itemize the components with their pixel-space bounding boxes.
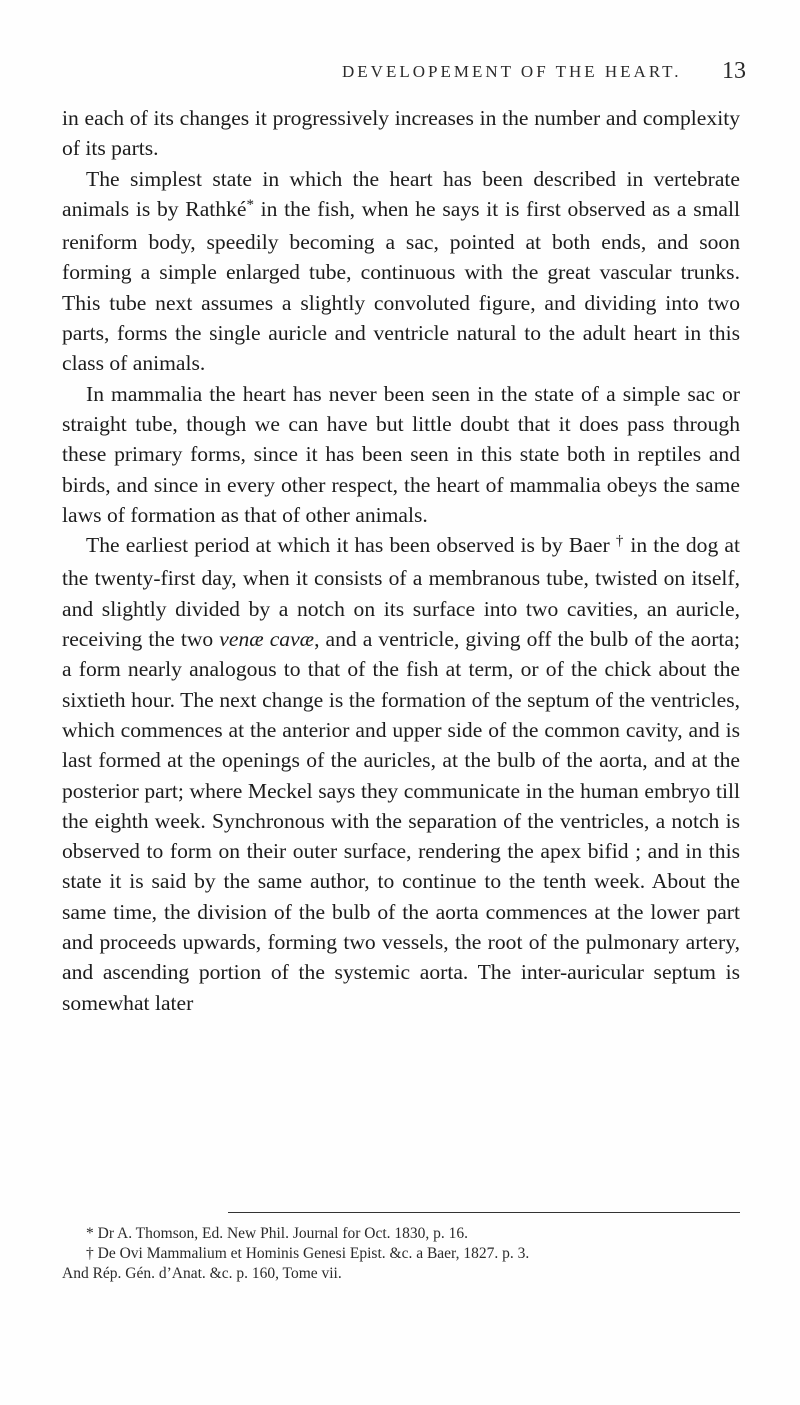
footnotes [62,1224,740,1284]
paragraph-4-text-a: The earliest period at which it has been observed is by Baer [86,533,610,558]
italic-term: venæ cavæ [219,627,315,652]
footnote-ref-dagger: † [615,533,625,550]
paragraph-2 [62,164,740,379]
paragraph-2-text-b: in the fish, when he says it is first observed as a small reniform body, speedily becoming a sac, pointed at both ends, and soon forming a simple enlarged tube, continuous with the great vascular trunks. This tube next assumes a slightly convoluted figure, and dividing into two parts, forms the single auricle and ventricle natural to the adult heart in this class of animals. [62,196,740,376]
footnote-rule [228,1212,740,1213]
running-title: DEVELOPEMENT OF THE HEART. [342,62,682,81]
paragraph-1 [62,103,740,164]
paragraph-3-text: In mammalia the heart has never been seen in the state of a simple sac or straight tube, though we can have but little doubt that it does pass through these primary forms, since it has been seen in this state both in reptiles and birds, and since in every other respect, the heart of mammalia obeys the same laws of formation as that of other animals. [62,381,740,527]
footnote-1: * Dr A. Thomson, Ed. New Phil. Journal for Oct. 1830, p. 16. [86,1225,469,1242]
footnote-2: † De Ovi Mammalium et Hominis Genesi Epist. &c. a Baer, 1827. p. 3. [86,1245,530,1262]
paragraph-4-text-b: in the dog at the twenty-first day, when it consists of a membranous tube, twisted on itself, and slightly divided by a notch on its surface into two cavities, an auricle, receiving the two [62,533,741,652]
paragraph-2-text-a: The simplest state in which the heart has been described in vertebrate animals is by Rathké [62,166,740,221]
footnote-2-continuation: And Rép. Gén. d’Anat. &c. p. 160, Tome vii. [62,1265,342,1282]
body-text [62,103,740,1018]
paragraph-3 [62,379,740,530]
footnote-ref-asterisk: * [246,196,254,213]
page-number: 13 [722,58,746,84]
paragraph-1-text: in each of its changes it progressively increases in the number and complexity of its parts. [62,106,740,161]
paragraph-4 [62,530,740,1018]
paragraph-4-text-c: , and a ventricle, giving off the bulb of the aorta; a form nearly analogous to that of the fish at term, or of the chick about the sixtieth hour. The next change is the formation of the septum of the ventricles, which commences at the anterior and upper side of the common cavity, and is last formed at the openings of the auricles, at the bulb of the aorta, and at the posterior part; where Meckel says they communicate in the human embryo till the eighth week. Synchronous with the separation of the ventricles, a notch is observed to form on their outer surface, rendering the apex bifid ; and in this state it is said by the same author, to continue to the tenth week. About the same time, the division of the bulb of the aorta commences at the lower part and proceeds upwards, forming two vessels, the root of the pulmonary artery, and ascending portion of the systemic aorta. The inter-auricular septum is somewhat later [62,627,740,1015]
running-head [0,58,800,92]
